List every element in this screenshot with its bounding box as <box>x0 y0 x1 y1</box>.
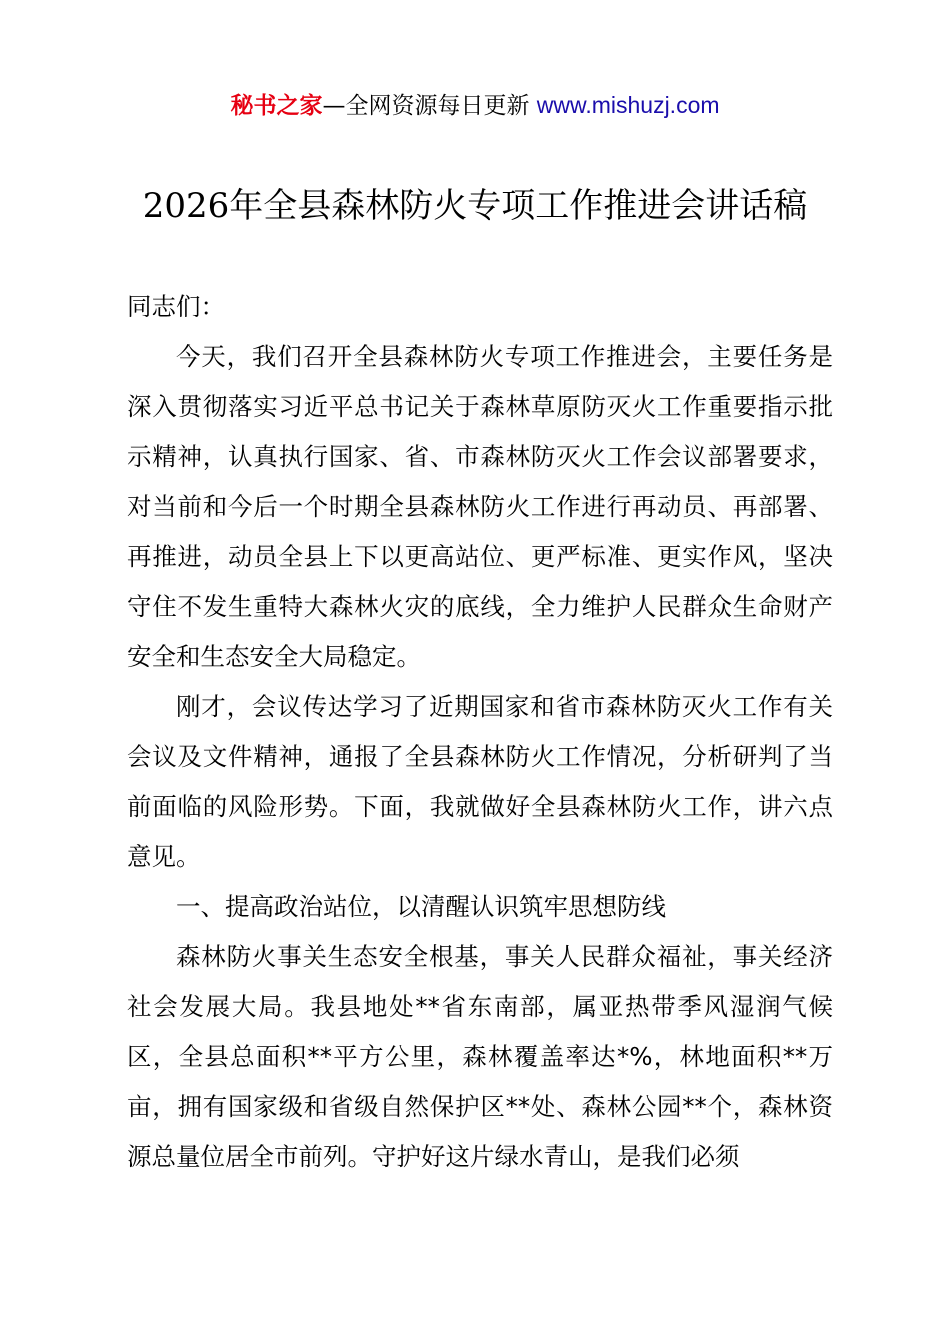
paragraph-intro: 今天，我们召开全县森林防火专项工作推进会，主要任务是深入贯彻落实习近平总书记关于森林草原防灭火工作重要指示批示精神，认真执行国家、省、市森林防灭火工作会议部署要求，对当前和今后一个时期全县森林防火工作进行再动员、再部署、再推进，动员全县上下以更高站位、更严标准、更实作风，坚决守住不发生重特大森林火灾的底线，全力维护人民群众生命财产安全和生态安全大局稳定。 <box>127 342 833 671</box>
document-body <box>127 282 833 1182</box>
brand-name: 秘书之家 <box>230 93 323 119</box>
paragraph-section-1: 森林防火事关生态安全根基，事关人民群众福祉，事关经济社会发展大局。我县地处**省东南部，属亚热带季风湿润气候区，全县总面积**平方公里，森林覆盖率达*%，林地面积**万亩，拥有国家级和省级自然保护区**处、森林公园**个，森林资源总量位居全市前列。守护好这片绿水青山，是我们必须 <box>127 942 833 1171</box>
salutation: 同志们： <box>127 292 225 321</box>
document-title: 2026年全县森林防火专项工作推进会讲话稿 <box>142 186 808 226</box>
section-heading-1: 一、提高政治站位，以清醒认识筑牢思想防线 <box>176 892 666 921</box>
paragraph-overview: 刚才，会议传达学习了近期国家和省市森林防灭火工作有关会议及文件精神，通报了全县森林防火工作情况，分析研判了当前面临的风险形势。下面，我就做好全县森林防火工作，讲六点意见。 <box>127 692 833 871</box>
site-url-link[interactable]: www.mishuzj.com <box>536 92 720 118</box>
header-tagline: —全网资源每日更新 <box>322 93 530 119</box>
site-header <box>0 88 950 123</box>
